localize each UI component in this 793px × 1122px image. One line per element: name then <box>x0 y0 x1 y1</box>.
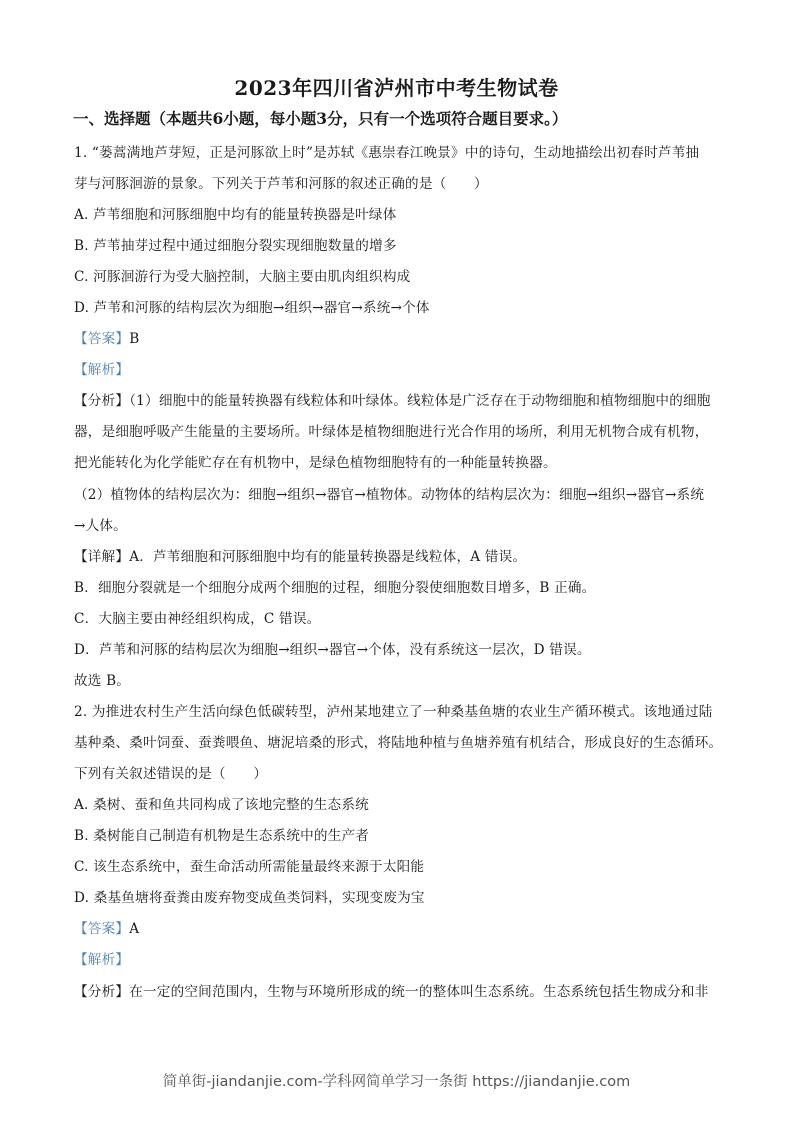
fenxi-label: 【分析】 <box>74 984 130 1000</box>
xiangjie-label: 【详解】 <box>74 549 130 565</box>
q1-analysis <box>74 361 724 379</box>
section-heading: 一、选择题（本题共6小题，每小题3分，只有一个选项符合题目要求。） <box>73 109 568 128</box>
answer-label: 【答案】 <box>74 921 130 937</box>
q1-fenxi-line-5: →人体。 <box>74 518 127 534</box>
q1-fenxi-line-2: 器，是细胞呼吸产生能量的主要场所。叶绿体是植物细胞进行光合作用的场所，利用无机物合成有机物， <box>74 424 709 440</box>
q2-fenxi-line-1 <box>74 983 724 1001</box>
q1-answer <box>74 330 724 348</box>
q1-option-a: A. 芦苇细胞和河豚细胞中均有的能量转换器是叶绿体 <box>74 207 397 223</box>
fenxi-text: 在一定的空间范围内，生物与环境所形成的统一的整体叫生态系统。生态系统包括生物成分和非 <box>129 984 709 1000</box>
q2-option-c: C. 该生态系统中，蚕生命活动所需能量最终来源于太阳能 <box>74 859 425 875</box>
q1-option-d: D. 芦苇和河豚的结构层次为细胞→组织→器官→系统→个体 <box>74 300 430 316</box>
answer-label: 【答案】 <box>74 331 130 347</box>
q1-option-c: C. 河豚洄游行为受大脑控制，大脑主要由肌肉组织构成 <box>74 269 411 285</box>
q1-stem-line-2: 芽与河豚洄游的景象。下列关于芦苇和河豚的叙述正确的是（ ） <box>74 176 488 192</box>
answer-value: B <box>129 331 140 347</box>
q1-fenxi-line-1 <box>74 392 724 410</box>
fenxi-text: （1）细胞中的能量转换器有线粒体和叶绿体。线粒体是广泛存在于动物细胞和植物细胞中的细胞 <box>129 393 711 409</box>
q1-fenxi-line-4: （2）植物体的结构层次为：细胞→组织→器官→植物体。动物体的结构层次为：细胞→组织→器官→系统 <box>74 487 705 503</box>
q2-option-a: A. 桑树、蚕和鱼共同构成了该地完整的生态系统 <box>74 797 369 813</box>
q1-stem-line-1: 1. “蒌蒿满地芦芽短，正是河豚欲上时”是苏轼《惠崇春江晚景》中的诗句，生动地描绘出初春时芦苇抽 <box>74 145 700 161</box>
q1-option-b: B. 芦苇抽芽过程中通过细胞分裂实现细胞数量的增多 <box>74 238 397 254</box>
answer-value: A <box>129 921 140 937</box>
analysis-label: 【解析】 <box>74 362 130 378</box>
q2-stem-line-1: 2. 为推进农村生产生活向绿色低碳转型，泸州某地建立了一种桑基鱼塘的农业生产循环模式。该地通过陆 <box>74 704 713 720</box>
q1-xiangjie-line-4: D．芦苇和河豚的结构层次为细胞→组织→器官→个体，没有系统这一层次，D 错误。 <box>74 642 591 658</box>
footer-watermark: 简单街-jiandanjie.com-学科网简单学习一条街 https://jiandanjie.com <box>162 1074 631 1090</box>
q1-fenxi-line-3: 把光能转化为化学能贮存在有机物中，是绿色植物细胞特有的一种能量转换器。 <box>74 455 557 471</box>
fenxi-label: 【分析】 <box>74 393 130 409</box>
q2-option-b: B. 桑树能自己制造有机物是生态系统中的生产者 <box>74 828 370 844</box>
analysis-label: 【解析】 <box>74 952 130 968</box>
q1-xiangjie-line-1 <box>74 548 724 566</box>
q2-stem-line-2: 基种桑、桑叶饲蚕、蚕粪喂鱼、塘泥培桑的形式，将陆地种植与鱼塘养殖有机结合，形成良好的生态循环。 <box>74 735 723 751</box>
xiangjie-text: A．芦苇细胞和河豚细胞中均有的能量转换器是线粒体，A 错误。 <box>129 549 527 565</box>
q1-conclusion: 故选 B。 <box>74 673 131 689</box>
q2-option-d: D. 桑基鱼塘将蚕粪由废弃物变成鱼类饲料，实现变废为宝 <box>74 890 425 906</box>
q2-analysis <box>74 951 724 969</box>
document-title: 2023年四川省泸州市中考生物试卷 <box>234 76 559 100</box>
q2-stem-line-3: 下列有关叙述错误的是（ ） <box>74 766 268 782</box>
q1-xiangjie-line-3: C．大脑主要由神经组织构成，C 错误。 <box>74 611 321 627</box>
q2-answer <box>74 920 724 938</box>
q1-xiangjie-line-2: B．细胞分裂就是一个细胞分成两个细胞的过程，细胞分裂使细胞数目增多，B 正确。 <box>74 580 596 596</box>
